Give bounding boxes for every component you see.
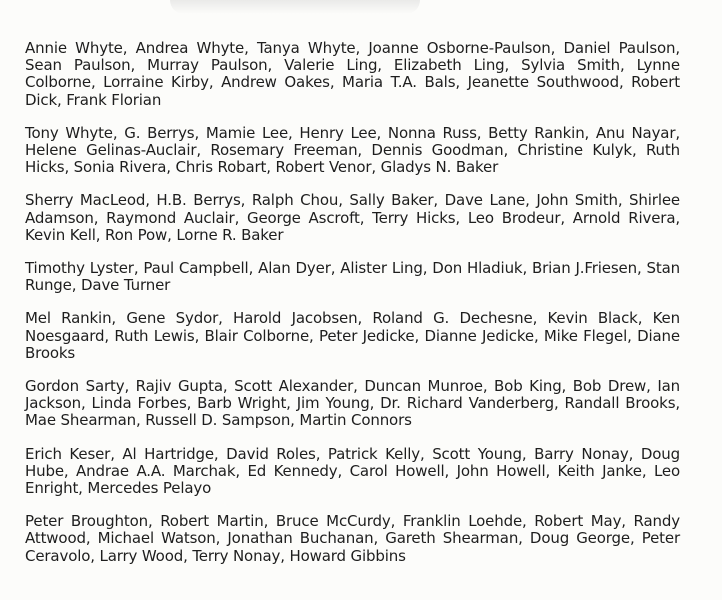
name-paragraph-4: Timothy Lyster, Paul Campbell, Alan Dyer, Alister Ling, Don Hladiuk, Brian J.Friesen, Stan Runge, Dave Turner	[25, 259, 680, 295]
name-paragraph-1: Annie Whyte, Andrea Whyte, Tanya Whyte, Joanne Osborne-Paulson, Daniel Paulson, Sean Paulson, Murray Paulson, Valerie Ling, Elizabeth Ling, Sylvia Smith, Lynne Colborne, Lorraine Kirby, Andrew Oakes, Maria T.A. Bals, Jeanette Southwood, Robert Dick, Frank Florian	[25, 39, 680, 109]
name-list	[25, 40, 680, 581]
name-paragraph-7: Erich Keser, Al Hartridge, David Roles, Patrick Kelly, Scott Young, Barry Nonay, Doug Hube, Andrae A.A. Marchak, Ed Kennedy, Carol Howell, John Howell, Keith Janke, Leo Enright, Mercedes Pelayo	[25, 444, 680, 498]
name-paragraph-6: Gordon Sarty, Rajiv Gupta, Scott Alexander, Duncan Munroe, Bob King, Bob Drew, Ian Jackson, Linda Forbes, Barb Wright, Jim Young, Dr. Richard Vanderberg, Randall Brooks, Mae Shearman, Russell D. Sampson, Martin Connors	[25, 377, 680, 430]
name-paragraph-3: Sherry MacLeod, H.B. Berrys, Ralph Chou, Sally Baker, Dave Lane, John Smith, Shirlee Adamson, Raymond Auclair, George Ascroft, Terry Hicks, Leo Brodeur, Arnold Rivera, Kevin Kell, Ron Pow, Lorne R. Baker	[25, 191, 680, 244]
name-paragraph-5: Mel Rankin, Gene Sydor, Harold Jacobsen, Roland G. Dechesne, Kevin Black, Ken Noesgaard, Ruth Lewis, Blair Colborne, Peter Jedicke, Dianne Jedicke, Mike Flegel, Diane Brooks	[25, 309, 680, 362]
faded-header-mark	[170, 0, 420, 14]
name-paragraph-8: Peter Broughton, Robert Martin, Bruce McCurdy, Franklin Loehde, Robert May, Randy Attwood, Michael Watson, Jonathan Buchanan, Gareth Shearman, Doug George, Peter Ceravolo, Larry Wood, Terry Nonay, Howard Gibbins	[25, 512, 680, 565]
name-paragraph-2: Tony Whyte, G. Berrys, Mamie Lee, Henry Lee, Nonna Russ, Betty Rankin, Anu Nayar, Helene Gelinas-Auclair, Rosemary Freeman, Dennis Goodman, Christine Kulyk, Ruth Hicks, Sonia Rivera, Chris Robart, Robert Venor, Gladys N. Baker	[25, 123, 680, 177]
